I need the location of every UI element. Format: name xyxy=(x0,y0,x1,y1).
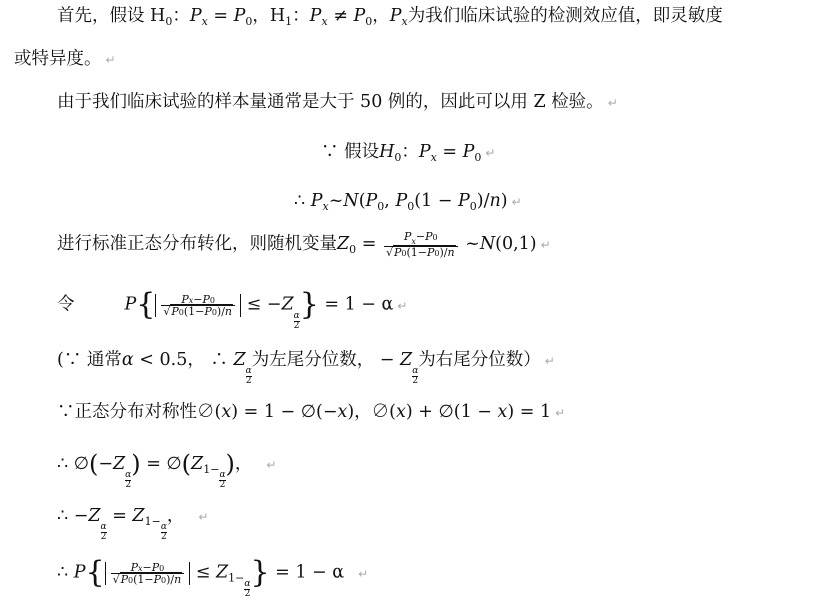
paragraph-mark-icon: ↵ xyxy=(266,458,277,472)
paragraph-mark-icon: ↵ xyxy=(555,406,566,420)
line-1: 首先，假设 $H_0$：$P_x = P_0$，$H_1$：$P_x \ne P_0$，$P_x$为我们临床试验的检测效应值，即灵敏度 xyxy=(57,6,723,28)
line-11: ∴ −Z α $2 = Z_{1-}$ α 2， ↵ xyxy=(57,506,209,543)
line-9: ∵正态分布对称性∅(x) = 1 − ∅(−x)，∅(x) + ∅(1 − x) = 1 ↵ xyxy=(57,402,566,422)
paragraph-mark-icon: ↵ xyxy=(485,146,496,160)
line-7: 令 P{ $\frac{Px-P0}{√P0(1-P0)/n}$ ≤ −Z α 2} = 1 − α ↵ xyxy=(57,287,408,331)
paragraph-mark-icon: ↵ xyxy=(540,238,551,252)
line-2: 或特异度。 ↵ xyxy=(14,49,116,69)
line-4: ∵ 假设$H_0$：$P_x = P_0$ ↵ xyxy=(321,142,496,164)
z0-fraction: $\frac{P_x-P0}{√P0(1-P0)/n}$ xyxy=(384,231,458,258)
paragraph-mark-icon: ↵ xyxy=(511,195,522,209)
line-3: 由于我们临床试验的样本量通常是大于 50 例的，因此可以用 Z 检验。 ↵ xyxy=(57,92,618,112)
line-6: 进行标准正态分布转化，则随机变量$Z_0$ = $\frac{P_x-P0}{√P0(1-P0)/n}$ ~N(0,1) ↵ xyxy=(57,230,551,259)
paragraph-mark-icon: ↵ xyxy=(358,566,369,581)
paragraph-mark-icon: ↵ xyxy=(105,53,116,67)
line-12: ∴ P{ $\frac{Px-P0}{√P0(1-P0)/n}$ ≤ $Z_{1-}$ α 2} = 1 − α ↵ xyxy=(57,555,369,599)
line-8: (∵ 通常α < 0.5， ∴ Z α 2为左尾分位数， − Z α 2为右尾分位数） ↵ xyxy=(57,350,555,387)
line-10: ∴ ∅(−Z α $2) = \emptyset(Z_{1-}$ α 2)， ↵ xyxy=(57,450,277,491)
paragraph-mark-icon: ↵ xyxy=(397,298,408,313)
paragraph-mark-icon: ↵ xyxy=(198,510,209,524)
paragraph-mark-icon: ↵ xyxy=(544,354,555,368)
line-5: ∴ $P_x\sim N(P_0$, $P_0(1 - P_0)/n$) ↵ xyxy=(294,191,522,213)
paragraph-mark-icon: ↵ xyxy=(607,96,618,110)
